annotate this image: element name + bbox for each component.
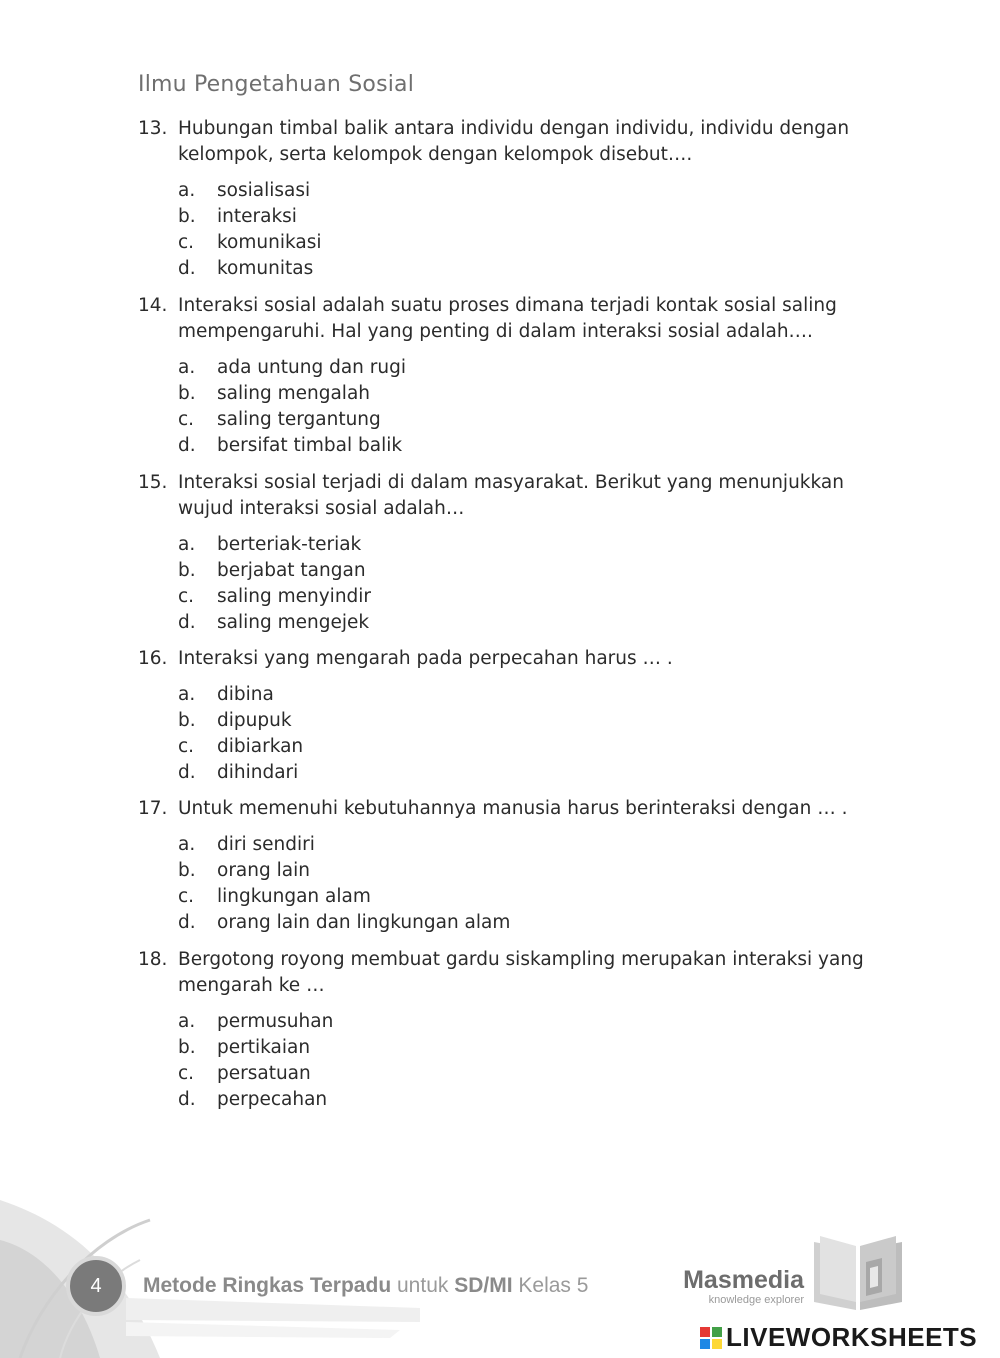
option-d[interactable] bbox=[138, 433, 918, 459]
option-c[interactable] bbox=[138, 1061, 918, 1087]
option-text: sosialisasi bbox=[217, 180, 311, 201]
option-list bbox=[138, 682, 918, 786]
option-text: dibiarkan bbox=[217, 736, 304, 757]
option-c[interactable] bbox=[138, 230, 918, 256]
option-letter: c. bbox=[178, 409, 195, 430]
option-letter: d. bbox=[178, 612, 196, 633]
option-b[interactable] bbox=[138, 558, 918, 584]
question-text: Interaksi yang mengarah pada perpecahan harus … . bbox=[178, 648, 673, 669]
option-text: berjabat tangan bbox=[217, 560, 366, 581]
option-letter: a. bbox=[178, 1011, 196, 1032]
option-letter: d. bbox=[178, 912, 196, 933]
question-text-line bbox=[138, 142, 918, 168]
question-17 bbox=[138, 796, 918, 936]
option-letter: c. bbox=[178, 736, 195, 757]
question-text: wujud interaksi sosial adalah… bbox=[178, 498, 465, 519]
option-letter: a. bbox=[178, 834, 196, 855]
option-c[interactable] bbox=[138, 734, 918, 760]
question-number: 14. bbox=[138, 295, 168, 316]
option-c[interactable] bbox=[138, 884, 918, 910]
option-d[interactable] bbox=[138, 1087, 918, 1113]
publisher-name: Masmedia bbox=[683, 1266, 804, 1294]
option-letter: d. bbox=[178, 258, 196, 279]
question-text-line bbox=[138, 293, 918, 319]
option-b[interactable] bbox=[138, 381, 918, 407]
option-list bbox=[138, 178, 918, 282]
option-letter: b. bbox=[178, 1037, 196, 1058]
option-letter: c. bbox=[178, 586, 195, 607]
question-number: 18. bbox=[138, 949, 168, 970]
option-list bbox=[138, 832, 918, 936]
option-text: dipupuk bbox=[217, 710, 292, 731]
question-text-line bbox=[138, 470, 918, 496]
option-text: ada untung dan rugi bbox=[217, 357, 406, 378]
book-class: Kelas 5 bbox=[518, 1274, 589, 1297]
question-text-line bbox=[138, 973, 918, 999]
option-a[interactable] bbox=[138, 1009, 918, 1035]
option-b[interactable] bbox=[138, 204, 918, 230]
option-letter: b. bbox=[178, 860, 196, 881]
option-text: saling mengejek bbox=[217, 612, 370, 633]
question-number: 17. bbox=[138, 798, 168, 819]
page-number: 4 bbox=[90, 1274, 102, 1297]
option-a[interactable] bbox=[138, 532, 918, 558]
question-text-line bbox=[138, 646, 918, 672]
option-text: lingkungan alam bbox=[217, 886, 371, 907]
page-number-badge bbox=[66, 1256, 126, 1316]
option-letter: b. bbox=[178, 206, 196, 227]
book-title: Metode Ringkas Terpadu bbox=[143, 1274, 392, 1297]
option-letter: c. bbox=[178, 232, 195, 253]
option-c[interactable] bbox=[138, 407, 918, 433]
option-letter: d. bbox=[178, 1089, 196, 1110]
option-letter: a. bbox=[178, 684, 196, 705]
book-title-line bbox=[143, 1274, 588, 1298]
option-letter: b. bbox=[178, 710, 196, 731]
option-letter: d. bbox=[178, 762, 196, 783]
option-b[interactable] bbox=[138, 1035, 918, 1061]
question-text: Bergotong royong membuat gardu siskampling merupakan interaksi yang bbox=[178, 949, 864, 970]
option-text: komunitas bbox=[217, 258, 314, 279]
option-letter: b. bbox=[178, 560, 196, 581]
option-list bbox=[138, 532, 918, 636]
option-letter: c. bbox=[178, 886, 195, 907]
liveworksheets-logo-icon bbox=[700, 1327, 722, 1349]
question-15 bbox=[138, 470, 918, 636]
option-a[interactable] bbox=[138, 355, 918, 381]
subject-title: Ilmu Pengetahuan Sosial bbox=[138, 72, 415, 97]
option-d[interactable] bbox=[138, 910, 918, 936]
option-text: saling mengalah bbox=[217, 383, 371, 404]
question-13 bbox=[138, 116, 918, 282]
option-text: saling tergantung bbox=[217, 409, 381, 430]
option-text: saling menyindir bbox=[217, 586, 372, 607]
option-list bbox=[138, 355, 918, 459]
option-letter: b. bbox=[178, 383, 196, 404]
option-text: pertikaian bbox=[217, 1037, 311, 1058]
question-text: kelompok, serta kelompok dengan kelompok disebut…. bbox=[178, 144, 693, 165]
option-list bbox=[138, 1009, 918, 1113]
question-14 bbox=[138, 293, 918, 459]
question-text: mempengaruhi. Hal yang penting di dalam interaksi sosial adalah…. bbox=[178, 321, 813, 342]
option-text: bersifat timbal balik bbox=[217, 435, 403, 456]
option-text: diri sendiri bbox=[217, 834, 315, 855]
question-18 bbox=[138, 947, 918, 1113]
liveworksheets-text: LIVEWORKSHEETS bbox=[726, 1322, 978, 1352]
option-text: komunikasi bbox=[217, 232, 322, 253]
option-letter: a. bbox=[178, 534, 196, 555]
question-text-line bbox=[138, 947, 918, 973]
open-book-icon bbox=[806, 1232, 910, 1312]
option-text: permusuhan bbox=[217, 1011, 334, 1032]
option-b[interactable] bbox=[138, 858, 918, 884]
option-d[interactable] bbox=[138, 610, 918, 636]
option-text: interaksi bbox=[217, 206, 297, 227]
question-text: Interaksi sosial terjadi di dalam masyarakat. Berikut yang menunjukkan bbox=[178, 472, 844, 493]
question-text-line bbox=[138, 116, 918, 142]
option-text: perpecahan bbox=[217, 1089, 328, 1110]
book-level: SD/MI bbox=[454, 1274, 513, 1297]
question-text: Hubungan timbal balik antara individu dengan individu, individu dengan bbox=[178, 118, 850, 139]
book-for-text: untuk bbox=[397, 1274, 449, 1297]
option-letter: d. bbox=[178, 435, 196, 456]
option-letter: a. bbox=[178, 180, 196, 201]
option-c[interactable] bbox=[138, 584, 918, 610]
publisher-tagline: knowledge explorer bbox=[708, 1294, 804, 1306]
option-text: dihindari bbox=[217, 762, 299, 783]
option-b[interactable] bbox=[138, 708, 918, 734]
option-text: dibina bbox=[217, 684, 274, 705]
question-text: Untuk memenuhi kebutuhannya manusia harus berinteraksi dengan … . bbox=[178, 798, 848, 819]
option-letter: a. bbox=[178, 357, 196, 378]
question-number: 16. bbox=[138, 648, 168, 669]
question-16 bbox=[138, 646, 918, 786]
liveworksheets-watermark bbox=[700, 1322, 977, 1353]
question-number: 13. bbox=[138, 118, 168, 139]
question-text-line bbox=[138, 796, 918, 822]
option-a[interactable] bbox=[138, 178, 918, 204]
footer-swirl-decoration bbox=[0, 1180, 420, 1358]
question-text: Interaksi sosial adalah suatu proses dimana terjadi kontak sosial saling bbox=[178, 295, 837, 316]
option-a[interactable] bbox=[138, 832, 918, 858]
option-text: orang lain dan lingkungan alam bbox=[217, 912, 511, 933]
option-a[interactable] bbox=[138, 682, 918, 708]
question-number: 15. bbox=[138, 472, 168, 493]
question-text-line bbox=[138, 496, 918, 522]
option-letter: c. bbox=[178, 1063, 195, 1084]
option-d[interactable] bbox=[138, 760, 918, 786]
question-text: mengarah ke … bbox=[178, 975, 325, 996]
option-text: persatuan bbox=[217, 1063, 311, 1084]
option-d[interactable] bbox=[138, 256, 918, 282]
option-text: orang lain bbox=[217, 860, 310, 881]
question-text-line bbox=[138, 319, 918, 345]
publisher-logo bbox=[672, 1266, 804, 1307]
option-text: berteriak-teriak bbox=[217, 534, 362, 555]
